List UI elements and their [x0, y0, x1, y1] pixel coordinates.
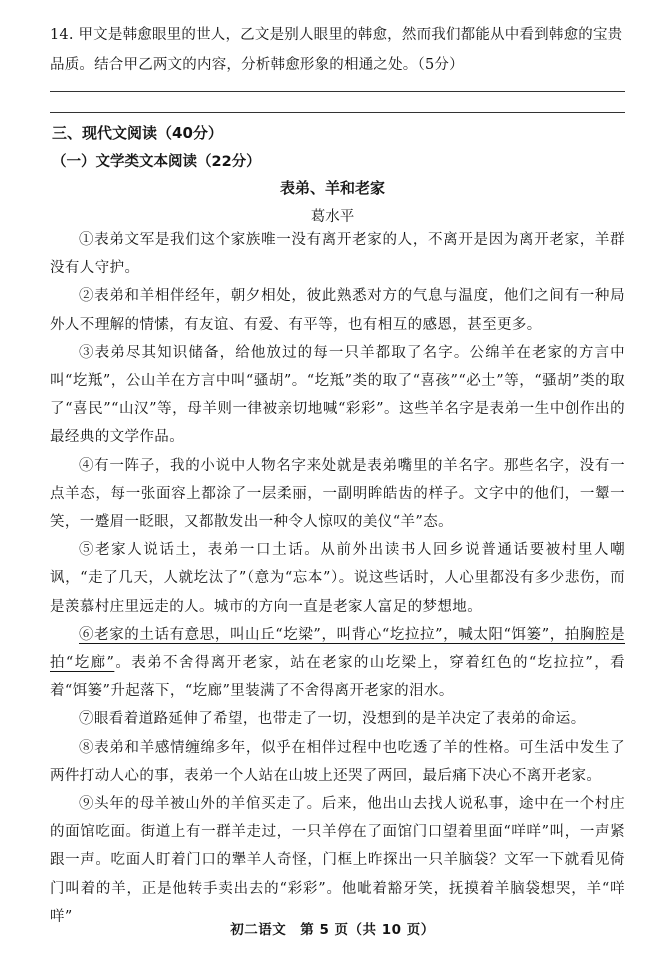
article-title: 表弟、羊和老家 [279, 179, 385, 197]
paragraph-1: ①表弟文军是我们这个家族唯一没有离开老家的人，不离开是因为离开老家，羊群没有人守护。 [50, 232, 625, 277]
article-body [50, 226, 625, 931]
section-title: 三、现代文阅读（40分） [52, 124, 223, 142]
subsection-title: （一）文学类文本阅读（22分） [52, 154, 261, 170]
answer-line-2 [50, 112, 625, 113]
paragraph-3: ③表弟尽其知识储备，给他放过的每一只羊都取了名字。公绵羊在老家的方言中叫“圪羝”，公山羊在方言中叫“骚胡”。“圪羝”类的取了“喜孩”“必土”等，“骚胡”类的取了“喜民”“山汉”等，母羊则一律被亲切地喊“彩彩”。这些羊名字是表弟一生中创作出的最经典的文学作品。 [50, 344, 625, 446]
page-footer: 初二语文 第 5 页（共 10 页） [230, 922, 435, 938]
paragraph-4: ④有一阵子，我的小说中人物名字来处就是表弟嘴里的羊名字。那些名字，没有一点羊态，每一张面容上都涂了一层柔丽，一副明眸皓齿的样子。文字中的他们，一颦一笑，一蹙眉一眨眼，又都散发出一种令人惊叹的美仪“羊”态。 [50, 457, 625, 531]
paragraph-9: ⑨头年的母羊被山外的羊倌买走了。后来，他出山去找人说私事，途中在一个村庄的面馆吃面。街道上有一群羊走过，一只羊停在了面馆门口望着里面“咩咩”叫，一声紧跟一声。吃面人盯着门口的犟羊人奇怪，门框上昨探出一只羊脑袋？文军一下就看见倚门叫着的羊，正是他转手卖出去的“彩彩”。他呲着豁牙笑，抚摸着羊脑袋想哭，羊“咩咩” [50, 796, 625, 925]
article-author: 葛水平 [310, 209, 355, 225]
paragraph-6 [50, 621, 625, 706]
paragraph-6-rest: 。表弟不舍得离开老家，站在老家的山圪梁上，穿着红色的“圪拉拉”，看着“饵篓”升起落下，“圪廊”里装满了不舍得离开老家的泪水。 [50, 655, 625, 700]
paragraph-2: ②表弟和羊相伴经年，朝夕相处，彼此熟悉对方的气息与温度，他们之间有一种局外人不理解的情愫，有友谊、有爱、有平等，也有相互的感恩，甚至更多。 [50, 288, 625, 333]
question-14: 14. 甲文是韩愈眼里的世人，乙文是别人眼里的韩愈，然而我们都能从中看到韩愈的宝贵品质。结合甲乙两文的内容，分析韩愈形象的相通之处。（5分） [50, 27, 623, 73]
answer-line-1 [50, 91, 625, 92]
paragraph-7: ⑦眼看着道路延伸了希望，也带走了一切，没想到的是羊决定了表弟的命运。 [79, 711, 586, 728]
paragraph-6-underlined-sentence: ⑥老家的土话有意思，叫山丘“圪梁”，叫背心“圪拉拉”，喊太阳“饵篓”，拍胸腔是拍“圪廊” [50, 626, 625, 672]
paragraph-8: ⑧表弟和羊感情缠绵多年，似乎在相伴过程中也吃透了羊的性格。可生活中发生了两件打动人心的事，表弟一个人站在山坡上还哭了两回，最后痛下决心不离开老家。 [50, 739, 625, 784]
paragraph-5: ⑤老家人说话土，表弟一口土话。从前外出读书人回乡说普通话要被村里人嘲讽，“走了几天，人就圪汰了”（意为“忘本”）。说这些话时，人心里都没有多少悲伤，而是羡慕村庄里远走的人。城市的方向一直是老家人富足的梦想地。 [50, 542, 625, 615]
